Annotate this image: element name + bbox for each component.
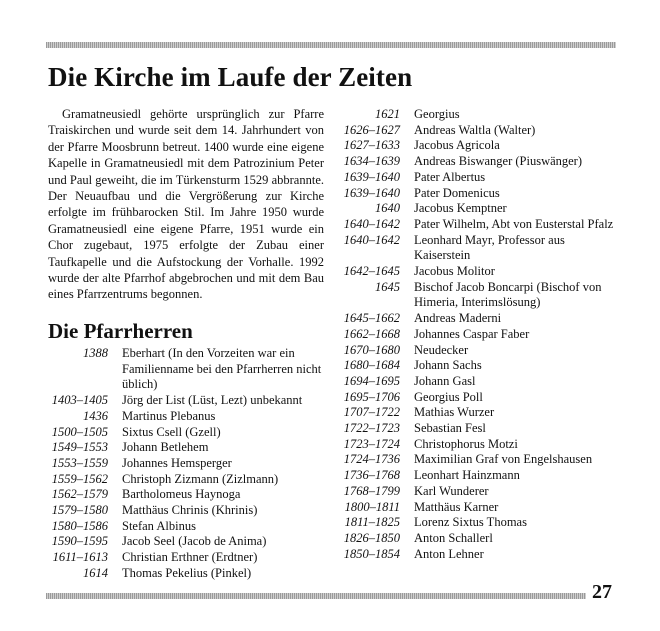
pastor-row <box>338 358 618 374</box>
pastor-name: Stefan Albinus <box>122 518 196 533</box>
pastor-row <box>48 534 333 550</box>
pastor-years: 1800–1811 <box>344 499 400 514</box>
pastor-years: 1670–1680 <box>343 342 400 357</box>
pastor-row <box>338 123 618 139</box>
pastor-name: Andreas Biswanger (Piuswänger) <box>414 154 583 169</box>
pastor-name: Johann Gasl <box>414 373 476 388</box>
pastor-name: Lorenz Sixtus Thomas <box>414 515 527 530</box>
pastor-list-left <box>48 346 333 582</box>
pastor-years: 1694–1695 <box>343 373 400 388</box>
pastor-name: Jacobus Molitor <box>414 264 495 279</box>
pastor-years: 1621 <box>375 107 400 121</box>
pastor-row <box>338 327 618 343</box>
pastor-row <box>338 233 618 264</box>
pastor-name: Pater Domenicus <box>414 185 500 200</box>
pastor-years: 1645 <box>375 279 400 294</box>
pastor-name: Karl Wunderer <box>414 483 489 498</box>
page-number: 27 <box>592 581 612 603</box>
pastor-years: 1707–1722 <box>343 405 400 420</box>
pastor-row <box>338 280 618 311</box>
pastor-name: Johannes Caspar Faber <box>414 326 530 341</box>
pastor-years: 1436 <box>83 408 108 423</box>
pastor-name: Johann Sachs <box>414 358 482 373</box>
pastor-row <box>48 440 333 456</box>
page-title: Die Kirche im Laufe der Zeiten <box>48 62 413 92</box>
pastor-years: 1722–1723 <box>343 421 400 436</box>
pastor-name: Matthäus Karner <box>414 499 499 514</box>
pastor-name: Mathias Wurzer <box>414 405 495 420</box>
pastor-name: Martinus Plebanus <box>122 408 216 423</box>
pastor-name: Christoph Zizmann (Zizlmann) <box>122 471 279 486</box>
pastor-years: 1590–1595 <box>51 534 108 549</box>
pastor-row <box>338 186 618 202</box>
pastor-name: Leonhart Hainzmann <box>414 468 520 483</box>
pastor-years: 1640–1642 <box>343 216 400 231</box>
pastor-row <box>48 409 333 425</box>
pastor-years: 1736–1768 <box>343 468 400 483</box>
pastor-years: 1626–1627 <box>343 122 400 137</box>
pastor-name: Sixtus Csell (Gzell) <box>122 424 221 439</box>
pastor-name: Anton Schallerl <box>414 530 493 545</box>
pastor-years: 1580–1586 <box>51 518 108 533</box>
pastor-name: Jacob Seel (Jacob de Anima) <box>122 534 267 549</box>
pastor-name: Pater Wilhelm, Abt von Eusterstal Pfalz <box>414 216 614 231</box>
pastor-row <box>338 311 618 327</box>
pastor-years: 1640 <box>375 201 400 216</box>
pastor-years: 1642–1645 <box>343 264 400 279</box>
pastor-name: Bartholomeus Haynoga <box>122 487 241 502</box>
pastor-years: 1549–1553 <box>51 440 108 455</box>
pastor-years: 1662–1668 <box>343 326 400 341</box>
pastor-name: Neudecker <box>414 342 469 357</box>
pastor-row <box>338 531 618 547</box>
pastor-row <box>338 421 618 437</box>
pastor-years: 1634–1639 <box>343 154 400 169</box>
pastor-name: Pater Albertus <box>414 169 486 184</box>
pastor-years: 1680–1684 <box>343 358 400 373</box>
pastor-row <box>338 138 618 154</box>
pastor-years: 1562–1579 <box>51 487 108 502</box>
section-heading: Die Pfarrherren <box>48 319 193 343</box>
pastor-name: Thomas Pekelius (Pinkel) <box>122 565 252 580</box>
pastor-row <box>338 374 618 390</box>
pastor-name: Matthäus Chrinis (Khrinis) <box>122 503 258 518</box>
pastor-years: 1640–1642 <box>343 232 400 247</box>
pastor-row <box>48 566 333 582</box>
pastor-row <box>338 468 618 484</box>
pastor-name: Andreas Waltla (Walter) <box>414 122 536 137</box>
pastor-years: 1768–1799 <box>343 483 400 498</box>
pastor-row <box>338 547 618 563</box>
pastor-years: 1811–1825 <box>344 515 400 530</box>
pastor-name: Andreas Maderni <box>414 311 502 326</box>
top-rule <box>46 42 616 48</box>
pastor-row <box>338 170 618 186</box>
pastor-name: Georgius <box>414 107 460 121</box>
pastor-row <box>48 472 333 488</box>
bottom-rule <box>46 593 586 599</box>
pastor-row <box>338 500 618 516</box>
pastor-row <box>48 346 333 393</box>
pastor-years: 1723–1724 <box>343 436 400 451</box>
pastor-name: Sebastian Fesl <box>414 421 486 436</box>
pastor-name: Eberhart (In den Vorzeiten war ein Familienname bei den Pfarrherren nicht üblich) <box>122 346 322 392</box>
pastor-years: 1403–1405 <box>51 393 108 408</box>
pastor-name: Jacobus Agricola <box>414 138 500 153</box>
pastor-name: Jacobus Kemptner <box>414 201 507 216</box>
pastor-years: 1639–1640 <box>343 185 400 200</box>
pastor-row <box>338 264 618 280</box>
pastor-row <box>338 484 618 500</box>
pastor-name: Bischof Jacob Boncarpi (Bischof von Himeria, Interimslösung) <box>414 279 602 310</box>
pastor-row <box>338 515 618 531</box>
pastor-years: 1627–1633 <box>343 138 400 153</box>
pastor-row <box>338 405 618 421</box>
pastor-years: 1553–1559 <box>51 455 108 470</box>
pastor-name: Johannes Hemsperger <box>122 455 232 470</box>
pastor-row <box>338 452 618 468</box>
pastor-years: 1579–1580 <box>51 503 108 518</box>
pastor-years: 1695–1706 <box>343 389 400 404</box>
pastor-row <box>48 503 333 519</box>
pastor-row <box>48 425 333 441</box>
pastor-name: Christophorus Motzi <box>414 436 518 451</box>
pastor-row <box>48 519 333 535</box>
pastor-years: 1500–1505 <box>51 424 108 439</box>
pastor-years: 1614 <box>83 565 108 580</box>
pastor-name: Anton Lehner <box>414 546 484 561</box>
pastor-row <box>338 107 618 123</box>
pastor-row <box>48 456 333 472</box>
pastor-row <box>338 437 618 453</box>
pastor-name: Leonhard Mayr, Professor aus Kaiserstein <box>414 232 565 263</box>
pastor-list-right <box>338 107 618 562</box>
pastor-years: 1826–1850 <box>343 530 400 545</box>
pastor-years: 1724–1736 <box>343 452 400 467</box>
pastor-name: Jörg der List (Lüst, Lezt) unbekannt <box>122 393 303 408</box>
pastor-name: Johann Betlehem <box>122 440 209 455</box>
pastor-row <box>338 154 618 170</box>
pastor-row <box>338 217 618 233</box>
pastor-name: Christian Erthner (Erdtner) <box>122 550 258 565</box>
pastor-name: Maximilian Graf von Engelshausen <box>414 452 593 467</box>
pastor-years: 1645–1662 <box>343 311 400 326</box>
pastor-years: 1639–1640 <box>343 169 400 184</box>
pastor-years: 1850–1854 <box>343 546 400 561</box>
pastor-row <box>338 201 618 217</box>
pastor-row <box>338 390 618 406</box>
pastor-years: 1559–1562 <box>51 471 108 486</box>
pastor-row <box>48 487 333 503</box>
pastor-years: 1611–1613 <box>52 550 108 565</box>
pastor-row <box>48 393 333 409</box>
pastor-name: Georgius Poll <box>414 389 483 404</box>
pastor-years: 1388 <box>83 346 108 360</box>
intro-paragraph: Gramatneusiedl gehörte ursprünglich zur Pfarre Traiskirchen und wurde seit dem 14. Jahrhundert von der Pfarre Moosbrunn betreut. 1400 wurde eine eigene Kapelle in Gramatneusiedl mit dem Patrozinium Peter und Paul geweiht, die im Türkensturm 1529 abbrannte. Der Neuaufbau und die Vergrößerung zur Kirche erfolgte im frühbarocken Stil. Im Jahre 1950 wurde Gramatneusiedl eine eigene Pfarre, 1951 wurde ein Chor zugebaut, 1975 erfolgte der Zubau einer Taufkapelle und die Aufstockung der Vorhalle. 1992 wurde der alte Pfarrhof abgebrochen und mit dem Bau eines Pfarrzentrums begonnen. <box>48 107 324 302</box>
pastor-row <box>48 550 333 566</box>
pastor-row <box>338 343 618 359</box>
